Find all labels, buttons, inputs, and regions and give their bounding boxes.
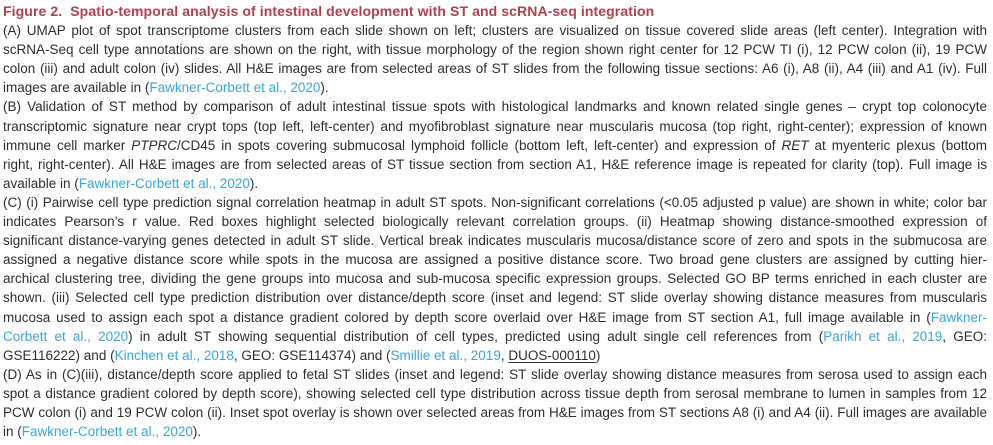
caption-line-a xyxy=(3,78,987,97)
caption-text: spot a distance gradient colored by depth score), showing selected cell type distribution across tissue depth from serosal membrane to lumen in samples from 12 xyxy=(3,385,987,401)
caption-line-b xyxy=(3,97,987,116)
caption-text: /CD45 in spots covering submucosal lymphoid follicle (bottom left, left-center) and expression of xyxy=(176,137,782,153)
caption-line-b xyxy=(3,117,987,136)
caption-text: ) xyxy=(595,347,601,363)
caption-line-d xyxy=(3,365,987,384)
caption-text: available in ( xyxy=(3,175,79,191)
caption-line-d xyxy=(3,403,987,422)
citation-link[interactable]: Fawkner-Corbett et al., 2020 xyxy=(78,175,250,191)
caption-text: in ( xyxy=(3,424,22,440)
caption-text: PCW colon (i) and 19 PCW colon (ii). Inset spot overlay is shown over selected areas from H&E images from ST sections A8 (i) and A4 (ii). Full images are available xyxy=(3,404,987,420)
caption-line-c xyxy=(3,250,987,269)
figure-caption-body xyxy=(3,21,987,441)
citation-link[interactable]: Corbett et al., 2020 xyxy=(3,328,129,344)
caption-text: (B) Validation of ST method by comparison of adult intestinal tissue spots with histological landmarks and known related single genes – crypt top colonocyte xyxy=(3,99,987,115)
accession-link[interactable]: DUOS-000110 xyxy=(508,347,596,363)
caption-text: ) in adult ST showing sequential distribution of cell types, predicted using adult single cell references from ( xyxy=(128,328,824,344)
caption-line-c xyxy=(3,231,987,250)
caption-text: , GEO: xyxy=(942,328,987,344)
caption-line-a xyxy=(3,59,987,78)
citation-link[interactable]: Kinchen et al., 2018 xyxy=(114,347,234,363)
caption-text: mucosa used to assign each spot a distance gradient colored by depth score overlaid over H&E image from ST section A1, full image available in ( xyxy=(3,309,931,325)
caption-text: (A) UMAP plot of spot transcriptome clusters from each slide shown on left; clusters are visualized on tissue covered slide areas (left center). Integration with xyxy=(3,23,987,39)
citation-link[interactable]: Fawkner- xyxy=(930,309,987,325)
caption-text: ). xyxy=(320,80,329,96)
caption-text: (C) (i) Pairwise cell type prediction signal correlation heatmap in adult ST spots. Non-significant correlations (<0.05 adjusted p value) are shown in white; color bar xyxy=(3,194,987,210)
caption-text: ). xyxy=(249,175,259,191)
citation-link[interactable]: Fawkner-Corbett et al., 2020 xyxy=(149,80,321,96)
caption-line-a xyxy=(3,40,987,59)
caption-text: archical clustering tree, dividing the gene groups into mucosa and sub-mucosa specific expression groups. Selected GO BP terms enriched in each cluster are xyxy=(3,271,987,287)
caption-line-c xyxy=(3,193,987,212)
caption-text: , GEO: GSE114374) and ( xyxy=(233,347,391,363)
gene-name: PTPRC xyxy=(131,137,177,153)
caption-line-c xyxy=(3,269,987,288)
caption-text: , xyxy=(500,347,509,363)
caption-line-b xyxy=(3,174,987,193)
citation-link[interactable]: Parikh et al., 2019 xyxy=(823,328,943,344)
figure-title: Figure 2. Spatio-temporal analysis of intestinal development with ST and scRNA-seq integration xyxy=(3,3,655,19)
citation-link[interactable]: Fawkner-Corbett et al., 2020 xyxy=(21,424,193,440)
caption-line-c xyxy=(3,308,987,327)
caption-line-c xyxy=(3,288,987,307)
caption-text: transcriptomic signature near crypt tops (top left, left-center) and myofibroblast signature near muscularis mucosa (top right, right-center); expression of known xyxy=(3,118,987,134)
caption-text: (D) As in (C)(iii), distance/depth score applied to fetal ST slides (inset and legend: ST slide overlay showing distance measures from serosa used to assign each xyxy=(3,366,987,382)
caption-line-d xyxy=(3,422,987,441)
caption-line-b xyxy=(3,155,987,174)
caption-line-d xyxy=(3,384,987,403)
caption-line-c xyxy=(3,327,987,346)
caption-line-b xyxy=(3,136,987,155)
caption-line-c xyxy=(3,346,987,365)
caption-text: at myenteric plexus (bottom xyxy=(808,137,987,153)
caption-text: ). xyxy=(192,424,202,440)
caption-text: significant distance-varying genes detected in adult ST slide. Vertical break indicates muscularis mucosa/distance score of zero and spots in the submucosa are xyxy=(3,233,987,249)
caption-line-a xyxy=(3,21,987,40)
gene-name: RET xyxy=(781,137,809,153)
caption-text: indicates Pearson’s r value. Red boxes highlight selected biologically relevant correlation groups. (ii) Heatmap showing distance-smoothed expression of xyxy=(3,214,987,230)
citation-link[interactable]: Smillie et al., 2019 xyxy=(390,347,501,363)
caption-text: colon (iii) and adult colon (iv) slides. All H&E images are from selected areas of ST slides from the following tissue sections: A6 (i), A8 (ii), A4 (iii) and A1 (iv). Full xyxy=(3,61,987,77)
caption-text: scRNA-Seq cell type annotations are shown on the right, with tissue morphology of the region shown right center for 12 PCW TI (i), 12 PCW colon (ii), 19 PCW xyxy=(3,42,987,58)
caption-line-c xyxy=(3,212,987,231)
caption-text: assigned a negative distance score while spots in the mucosa are assigned a positive distance score. Two broad gene clusters are assigned by cutting hier- xyxy=(3,252,987,268)
caption-text: shown. (iii) Selected cell type prediction distribution over distance/depth score (inset and legend: ST slide overlay showing distance measures from muscularis xyxy=(3,290,987,306)
caption-text: GSE116222) and ( xyxy=(3,347,115,363)
caption-text: immune cell marker xyxy=(3,137,132,153)
caption-text: right, right-center). All H&E images are from selected areas of ST tissue section from section A1, H&E reference image is repeated for clarity (top). Full image is xyxy=(3,156,987,172)
caption-text: images are available in ( xyxy=(3,80,150,96)
